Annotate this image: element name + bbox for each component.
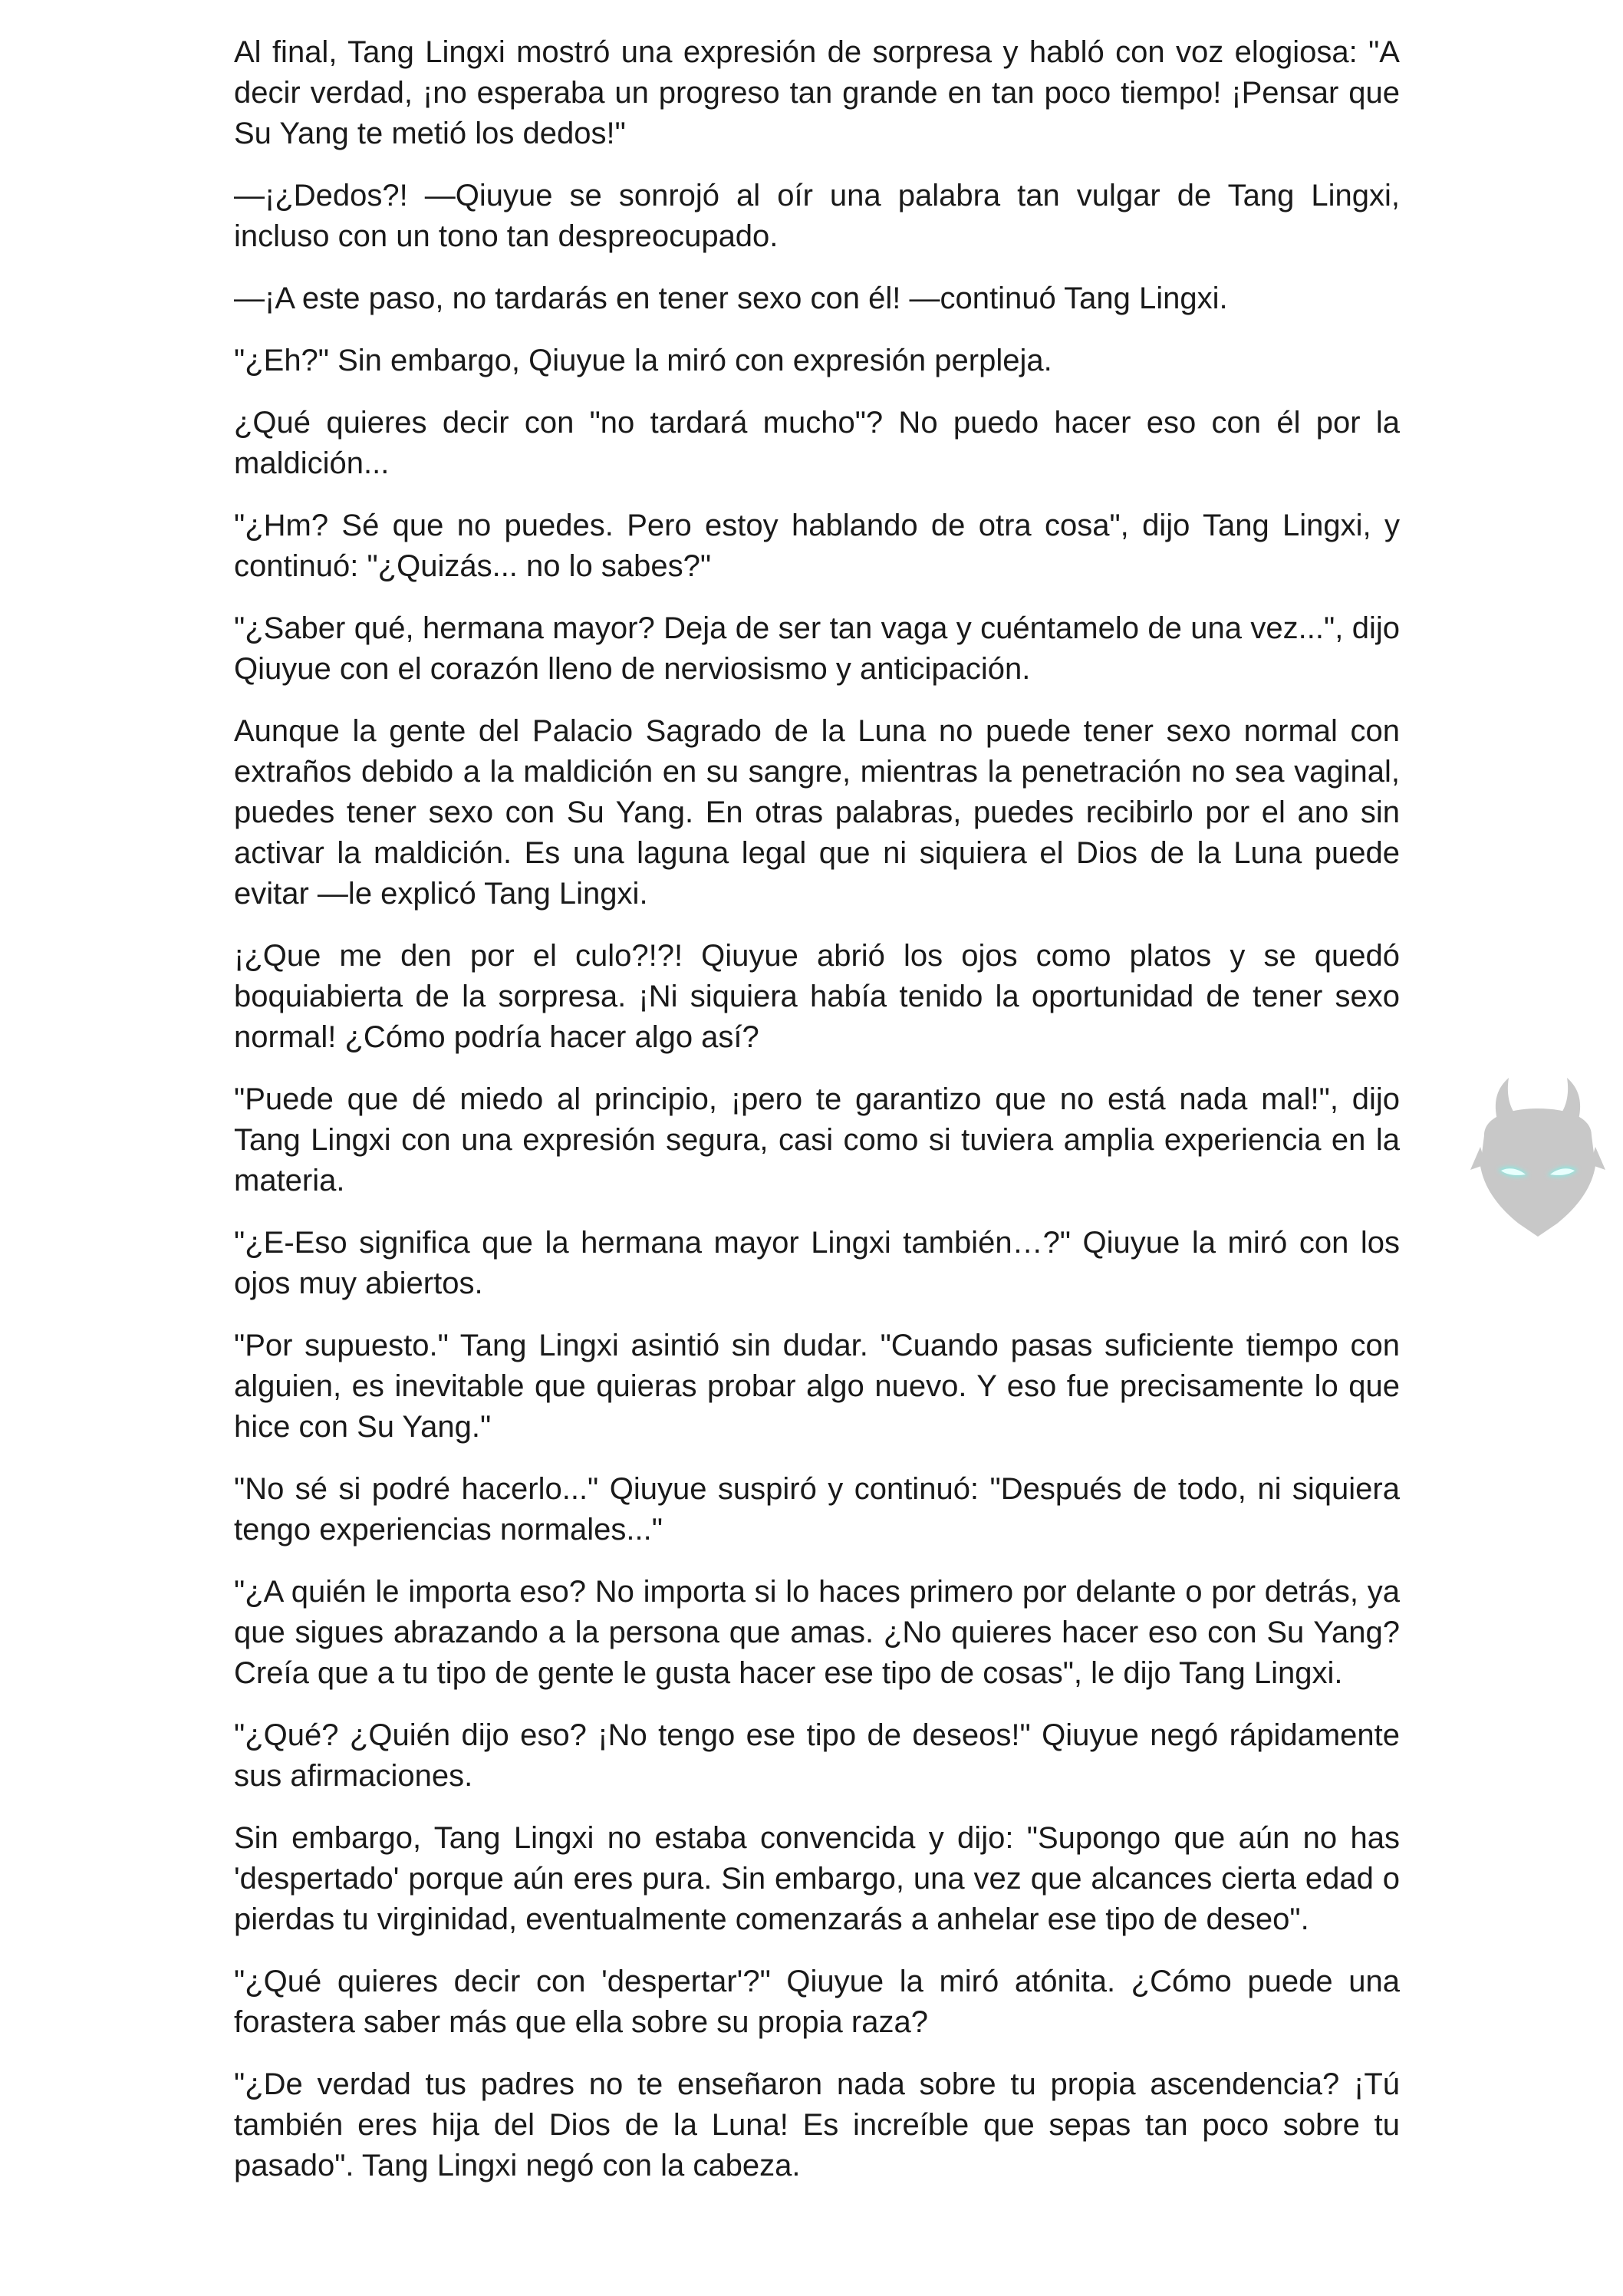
paragraph: ¡¿Que me den por el culo?!?! Qiuyue abrió los ojos como platos y se quedó boquiabierta de la sorpresa. ¡Ni siquiera había tenido la oportunidad de tener sexo normal! ¿Cómo podría hacer algo así?	[234, 939, 1400, 1054]
paragraph: "Puede que dé miedo al principio, ¡pero te garantizo que no está nada mal!", dijo Tang Lingxi con una expresión segura, casi como si tuviera amplia experiencia en la materia.	[234, 1082, 1400, 1197]
paragraph: —¡A este paso, no tardarás en tener sexo con él! —continuó Tang Lingxi.	[234, 282, 1228, 315]
paragraph: "¿A quién le importa eso? No importa si lo haces primero por delante o por detrás, ya que sigues abrazando a la persona que amas. ¿No quieres hacer eso con Su Yang? Creía que a tu tipo de gente le gusta hacer ese tipo de cosas", le dijo Tang Lingxi.	[234, 1575, 1400, 1690]
paragraph: "Por supuesto." Tang Lingxi asintió sin dudar. "Cuando pasas suficiente tiempo con alguien, es inevitable que quieras probar algo nuevo. Y eso fue precisamente lo que hice con Su Yang."	[234, 1329, 1400, 1444]
paragraph: "¿Qué? ¿Quién dijo eso? ¡No tengo ese tipo de deseos!" Qiuyue negó rápidamente sus afirmaciones.	[234, 1718, 1400, 1793]
document-body	[234, 32, 1400, 2208]
paragraph: "¿De verdad tus padres no te enseñaron nada sobre tu propia ascendencia? ¡Tú también eres hija del Dios de la Luna! Es increíble que sepas tan poco sobre tu pasado". Tang Lingxi negó con la cabeza.	[234, 2067, 1400, 2182]
paragraph: Al final, Tang Lingxi mostró una expresión de sorpresa y habló con voz elogiosa: "A decir verdad, ¡no esperaba un progreso tan grande en tan poco tiempo! ¡Pensar que Su Yang te metió los dedos!"	[234, 35, 1400, 150]
demon-head-icon	[1469, 1074, 1607, 1239]
paragraph: Sin embargo, Tang Lingxi no estaba convencida y dijo: "Supongo que aún no has 'despertado' porque aún eres pura. Sin embargo, una vez que alcances cierta edad o pierdas tu virginidad, eventualmente comenzarás a anhelar ese tipo de deseo".	[234, 1821, 1400, 1936]
paragraph: "¿Hm? Sé que no puedes. Pero estoy hablando de otra cosa", dijo Tang Lingxi, y continuó: "¿Quizás... no lo sabes?"	[234, 509, 1400, 583]
paragraph: "¿E-Eso significa que la hermana mayor Lingxi también…?" Qiuyue la miró con los ojos muy abiertos.	[234, 1226, 1400, 1300]
paragraph: —¡¿Dedos?! —Qiuyue se sonrojó al oír una palabra tan vulgar de Tang Lingxi, incluso con un tono tan despreocupado.	[234, 179, 1400, 253]
paragraph: "¿Saber qué, hermana mayor? Deja de ser tan vaga y cuéntamelo de una vez...", dijo Qiuyue con el corazón lleno de nerviosismo y anticipación.	[234, 611, 1400, 686]
paragraph: Aunque la gente del Palacio Sagrado de la Luna no puede tener sexo normal con extraños debido a la maldición en su sangre, mientras la penetración no sea vaginal, puedes tener sexo con Su Yang. En otras palabras, puedes recibirlo por el ano sin activar la maldición. Es una laguna legal que ni siquiera el Dios de la Luna puede evitar —le explicó Tang Lingxi.	[234, 714, 1400, 911]
paragraph: "No sé si podré hacerlo..." Qiuyue suspiró y continuó: "Después de todo, ni siquiera tengo experiencias normales..."	[234, 1472, 1400, 1547]
paragraph: ¿Qué quieres decir con "no tardará mucho"? No puedo hacer eso con él por la maldición...	[234, 406, 1400, 480]
paragraph: "¿Qué quieres decir con 'despertar'?" Qiuyue la miró atónita. ¿Cómo puede una forastera saber más que ella sobre su propia raza?	[234, 1965, 1400, 2039]
paragraph: "¿Eh?" Sin embargo, Qiuyue la miró con expresión perpleja.	[234, 344, 1052, 377]
